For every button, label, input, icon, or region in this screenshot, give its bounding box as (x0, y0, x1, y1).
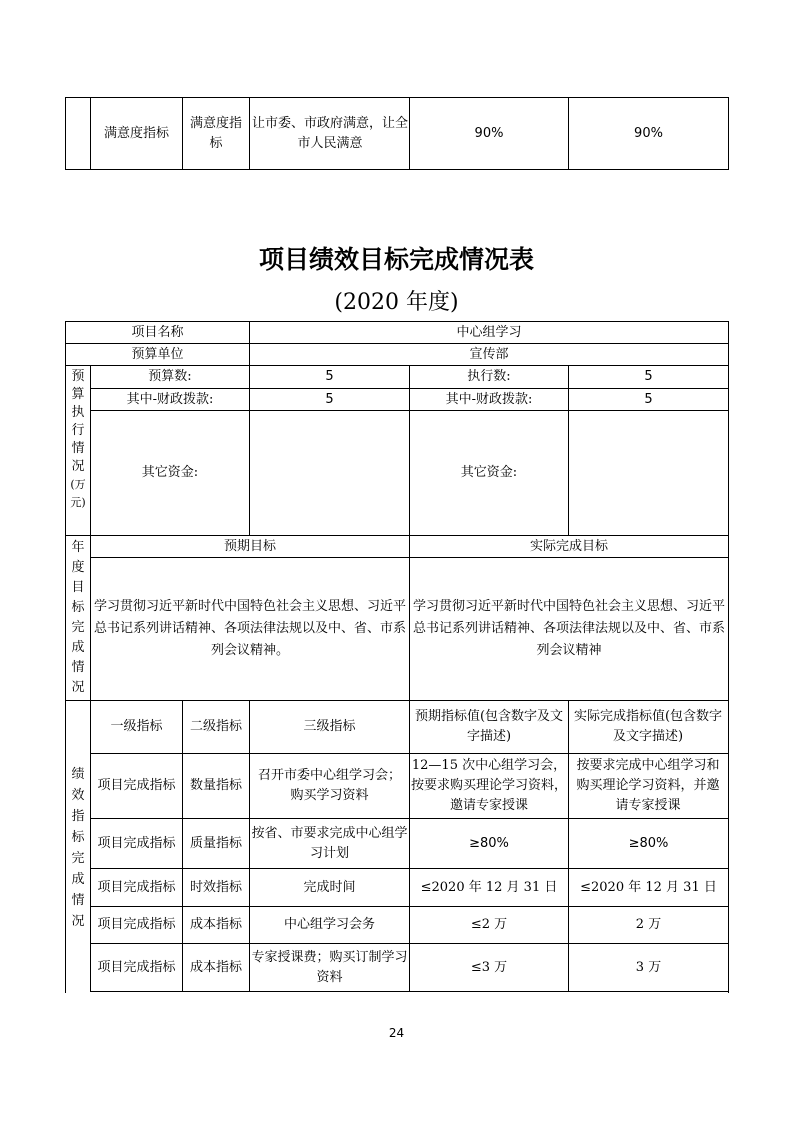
table-row-3-level2: 时效指标 (189, 879, 242, 895)
actual-goal-header: 实际完成目标 (529, 538, 608, 554)
budget-unit-label: 预算单位 (131, 346, 184, 362)
satisfaction-level3: 让市委、市政府满意，让全市人民满意 (252, 115, 409, 151)
page-title: 项目绩效目标完成情况表 (258, 245, 534, 274)
table-row-4-expected: ≤2 万 (470, 917, 508, 932)
page-number: 24 (388, 1026, 405, 1040)
budget-side-label: 预 算 执 行 情 况 (万 元) (70, 369, 86, 509)
table-row-3-level1: 项目完成指标 (97, 879, 176, 895)
col-header-expected: 预期指标值(包含数字及文字描述) (414, 709, 564, 744)
table-row-2-actual: ≥80% (628, 835, 669, 851)
table-row-1-level2: 数量指标 (189, 778, 242, 793)
table-row-2-expected: ≥80% (469, 835, 509, 851)
other-funds-label: 其它资金: (141, 465, 199, 480)
expected-goal-header: 预期目标 (223, 538, 276, 554)
table-row-4-level1: 项目完成指标 (97, 917, 176, 932)
table-row-1-actual: 按要求完成中心组学习和购买理论学习资料，并邀请专家授课 (576, 758, 720, 813)
goals-side-label: 年 度 目 标 完 成 情 况 (71, 540, 85, 695)
table-row-2-level2: 质量指标 (189, 835, 242, 851)
table-row-5-expected: ≤3 万 (470, 959, 508, 975)
actual-goal-text: 学习贯彻习近平新时代中国特色社会主义思想、习近平总书记系列讲话精神、各项法律法规以及中、省、市系列会议精神 (412, 599, 725, 658)
fiscal-exec-label: 其中-财政拨款: (445, 391, 533, 407)
table-row-3-expected: ≤2020 年 12 月 31 日 (420, 879, 558, 895)
budget-unit-value: 宣传部 (469, 346, 509, 362)
fiscal-exec-value: 5 (644, 391, 653, 407)
satisfaction-level2: 满意度指标 (189, 115, 242, 151)
table-row-4-actual: 2 万 (635, 917, 662, 932)
table-row-4-level3: 中心组学习会务 (283, 917, 375, 932)
fiscal-label: 其中-财政拨款: (126, 391, 214, 407)
other-funds-exec-label: 其它资金: (460, 465, 518, 480)
exec-amount-label: 执行数: (467, 369, 511, 384)
col-header-level2: 二级指标 (189, 719, 242, 734)
fiscal-value: 5 (325, 391, 334, 407)
table-row-5-actual: 3 万 (635, 959, 662, 975)
budget-amount-value: 5 (325, 369, 334, 384)
col-header-actual: 实际完成指标值(包含数字及文字描述) (573, 709, 723, 744)
expected-goal-text: 学习贯彻习近平新时代中国特色社会主义思想、习近平总书记系列讲话精神、各项法律法规以及中、省、市系列会议精神。 (93, 599, 406, 658)
table-row-4-level2: 成本指标 (189, 917, 242, 932)
satisfaction-expected: 90% (474, 125, 504, 141)
table-row-1-level1: 项目完成指标 (97, 778, 176, 793)
table-row-5-level2: 成本指标 (189, 959, 242, 975)
table-row-1-level3: 召开市委中心组学习会；购买学习资料 (257, 768, 401, 803)
page-subtitle: (2020 年度) (334, 290, 459, 315)
col-header-level1: 一级指标 (110, 719, 163, 734)
project-name-value: 中心组学习 (456, 324, 522, 340)
exec-amount-value: 5 (644, 369, 653, 384)
col-header-level3: 三级指标 (303, 719, 356, 734)
table-row-2-level3: 按省、市要求完成中心组学习计划 (251, 825, 408, 861)
table-row-3-level3: 完成时间 (303, 879, 356, 895)
budget-amount-label: 预算数: (148, 369, 192, 384)
table-row-5-level3: 专家授课费；购买订制学习资料 (251, 949, 408, 985)
table-row-5-level1: 项目完成指标 (97, 959, 176, 975)
table-row-2-level1: 项目完成指标 (97, 835, 176, 851)
indicators-side-label: 绩 效 指 标 完 成 情 况 (71, 767, 85, 929)
table-row-1-expected: 12—15 次中心组学习会，按要求购买理论学习资料，邀请专家授课 (411, 758, 568, 813)
satisfaction-level1: 满意度指标 (103, 125, 169, 141)
satisfaction-actual: 90% (634, 125, 663, 141)
table-row-3-actual: ≤2020 年 12 月 31 日 (580, 879, 717, 895)
project-name-label: 项目名称 (131, 324, 184, 340)
